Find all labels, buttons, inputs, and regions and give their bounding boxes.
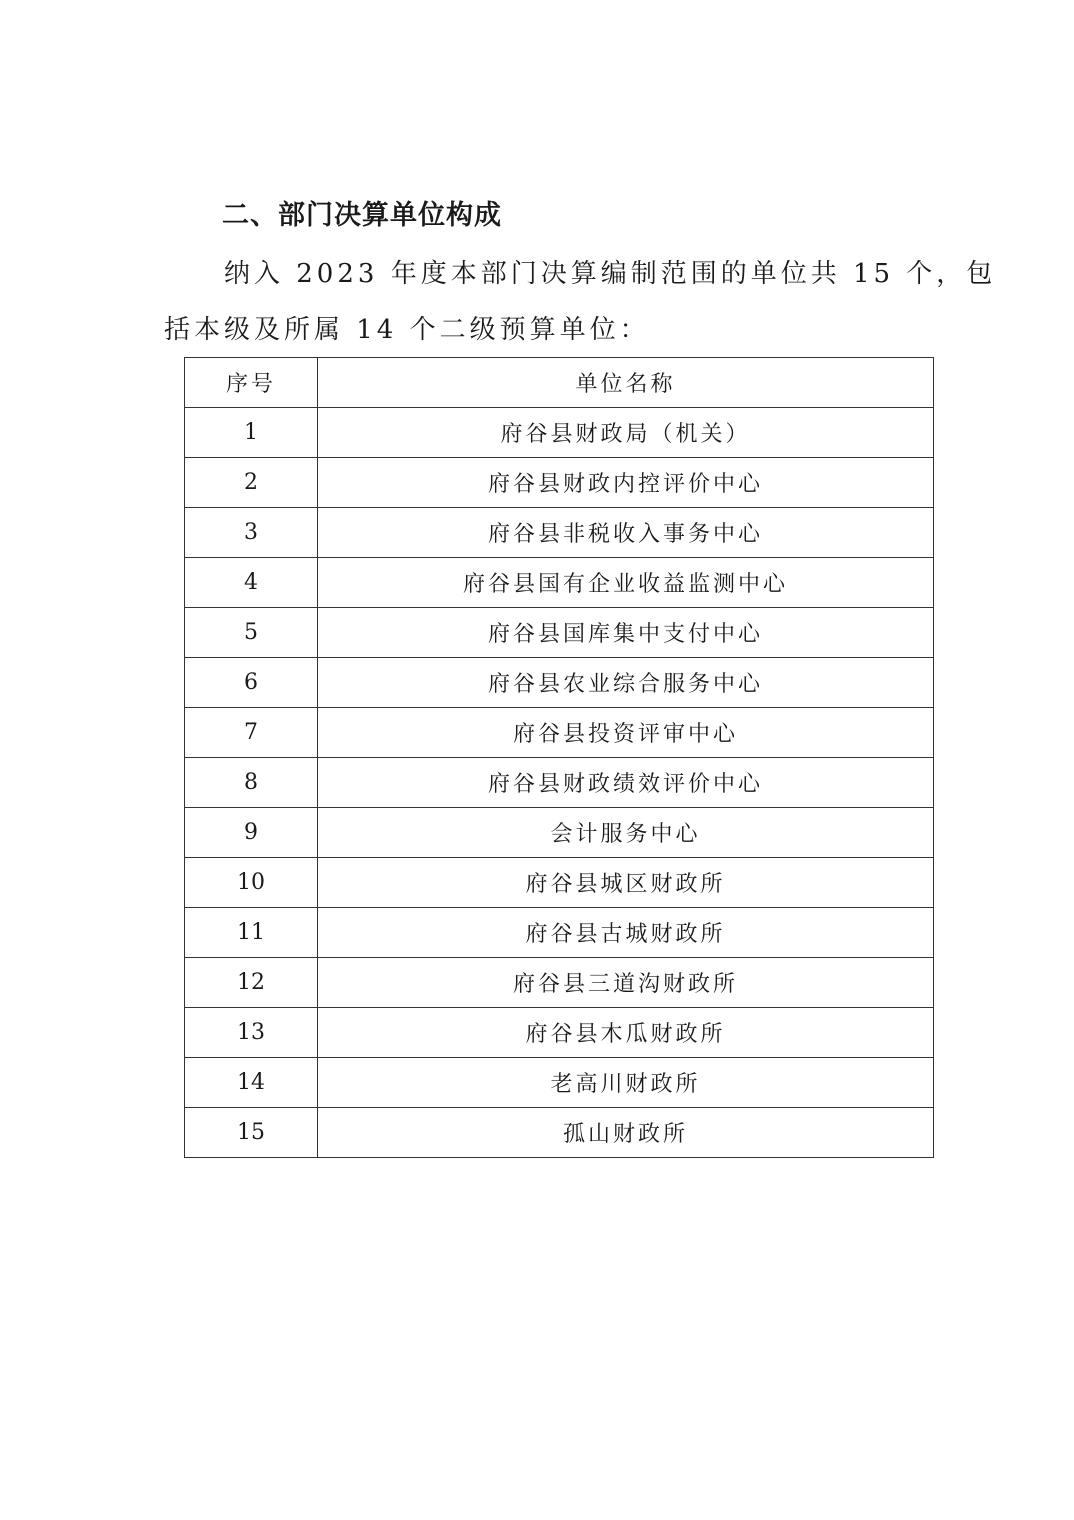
- units-table: [184, 357, 934, 1158]
- paragraph-line-1: 纳入 2023 年度本部门决算编制范围的单位共 15 个，包: [224, 259, 997, 289]
- table-row: [185, 1058, 934, 1108]
- row-unit-name: 府谷县农业综合服务中心: [318, 658, 934, 708]
- row-number: 14: [185, 1058, 318, 1108]
- row-number: 11: [185, 908, 318, 958]
- table-row: [185, 908, 934, 958]
- row-unit-name: 府谷县国库集中支付中心: [318, 608, 934, 658]
- section-heading: 二、部门决算单位构成: [222, 200, 502, 231]
- table-row: [185, 808, 934, 858]
- table-row: [185, 608, 934, 658]
- row-unit-name: 府谷县城区财政所: [318, 858, 934, 908]
- row-number: 12: [185, 958, 318, 1008]
- table-row: [185, 408, 934, 458]
- row-unit-name: 孤山财政所: [318, 1108, 934, 1158]
- row-number: 7: [185, 708, 318, 758]
- table-row: [185, 1008, 934, 1058]
- table-header-row: [185, 358, 934, 408]
- row-number: 4: [185, 558, 318, 608]
- row-number: 15: [185, 1108, 318, 1158]
- row-number: 8: [185, 758, 318, 808]
- row-unit-name: 府谷县财政局（机关）: [318, 408, 934, 458]
- table-row: [185, 558, 934, 608]
- row-number: 9: [185, 808, 318, 858]
- row-number: 2: [185, 458, 318, 508]
- row-number: 6: [185, 658, 318, 708]
- table-row: [185, 458, 934, 508]
- table-row: [185, 658, 934, 708]
- row-unit-name: 府谷县木瓜财政所: [318, 1008, 934, 1058]
- row-unit-name: 老高川财政所: [318, 1058, 934, 1108]
- row-unit-name: 府谷县国有企业收益监测中心: [318, 558, 934, 608]
- header-unit-name: 单位名称: [318, 358, 934, 408]
- table-row: [185, 708, 934, 758]
- table-row: [185, 1108, 934, 1158]
- table-row: [185, 958, 934, 1008]
- row-unit-name: 府谷县古城财政所: [318, 908, 934, 958]
- row-unit-name: 府谷县非税收入事务中心: [318, 508, 934, 558]
- row-number: 1: [185, 408, 318, 458]
- header-serial-number: 序号: [185, 358, 318, 408]
- row-number: 5: [185, 608, 318, 658]
- row-unit-name: 府谷县财政绩效评价中心: [318, 758, 934, 808]
- row-number: 10: [185, 858, 318, 908]
- row-number: 13: [185, 1008, 318, 1058]
- row-number: 3: [185, 508, 318, 558]
- row-unit-name: 府谷县投资评审中心: [318, 708, 934, 758]
- table-row: [185, 858, 934, 908]
- table-row: [185, 508, 934, 558]
- row-unit-name: 府谷县三道沟财政所: [318, 958, 934, 1008]
- paragraph-line-2: 括本级及所属 14 个二级预算单位：: [164, 315, 650, 345]
- row-unit-name: 会计服务中心: [318, 808, 934, 858]
- table-row: [185, 758, 934, 808]
- row-unit-name: 府谷县财政内控评价中心: [318, 458, 934, 508]
